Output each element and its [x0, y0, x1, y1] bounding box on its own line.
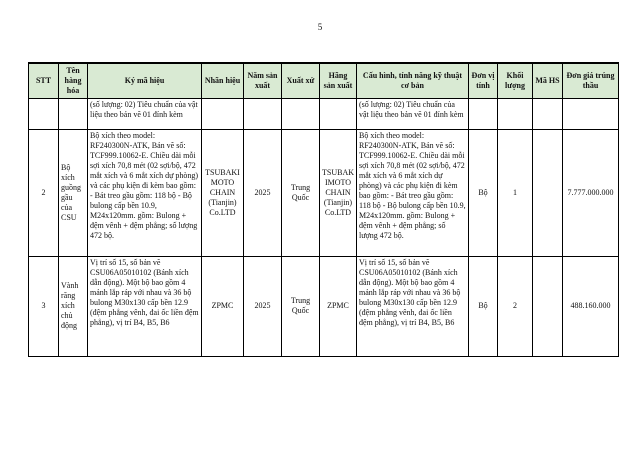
cell-don-gia: 488.160.000: [563, 256, 619, 356]
cell-ma-hs: [533, 129, 563, 256]
cell-don-vi-tinh: Bộ: [469, 256, 498, 356]
cell-nam-san-xuat: 2025: [244, 129, 282, 256]
cell-don-vi-tinh: Bộ: [469, 129, 498, 256]
cell-hang-san-xuat: [320, 98, 357, 129]
cell-xuat-xu: Trung Quốc: [282, 129, 320, 256]
column-header-cau-hinh: Cấu hình, tính năng kỹ thuật cơ bản: [357, 63, 469, 98]
column-header-stt: STT: [29, 63, 59, 98]
cell-nhan-hieu: ZPMC: [202, 256, 244, 356]
cell-ten-hang-hoa: Vành răng xích chủ động: [59, 256, 88, 356]
cell-don-gia: [563, 98, 619, 129]
cell-stt: 2: [29, 129, 59, 256]
column-header-don-vi-tinh: Đơn vị tính: [469, 63, 498, 98]
cell-xuat-xu: [282, 98, 320, 129]
column-header-nhan-hieu: Nhãn hiệu: [202, 63, 244, 98]
cell-nam-san-xuat: [244, 98, 282, 129]
column-header-don-gia-trung-thau: Đơn giá trúng thầu: [563, 63, 619, 98]
cell-cau-hinh: (số lượng: 02) Tiêu chuẩn của vật liệu theo bản vẽ 01 đính kèm: [357, 98, 469, 129]
cell-khoi-luong: 2: [498, 256, 533, 356]
cell-ma-hs: [533, 98, 563, 129]
cell-stt: [29, 98, 59, 129]
cell-ma-hs: [533, 256, 563, 356]
cell-hang-san-xuat: TSUBAKIMOTO CHAIN (Tianjin) Co.LTD: [320, 129, 357, 256]
cell-ten-hang-hoa: Bộ xích guồng gầu của CSU: [59, 129, 88, 256]
column-header-khoi-luong: Khối lượng: [498, 63, 533, 98]
cell-don-vi-tinh: [469, 98, 498, 129]
column-header-xuat-xu: Xuất xứ: [282, 63, 320, 98]
column-header-ten-hang-hoa: Tên hàng hóa: [59, 63, 88, 98]
column-header-nam-san-xuat: Năm sản xuất: [244, 63, 282, 98]
cell-nhan-hieu: TSUBAKIMOTO CHAIN (Tianjin) Co.LTD: [202, 129, 244, 256]
cell-don-gia: 7.777.000.000: [563, 129, 619, 256]
cell-cau-hinh: Bộ xích theo model: RF240300N-ATK, Bản vẽ số: TCF999.10062-E. Chiều dài mỗi sợi xích 70,8 mét (02 sợi/bộ, 472 mắt xích và 6 mắt xích dự phòng) và các phụ kiện đi kèm bao gồm: - Bát treo gầu gồm: 118 bộ - Bộ bulong cấp bền 10.9, M24x120mm. gồm: Bulong + đệm vênh + đệm phẳng; số lượng 472 bộ.: [357, 129, 469, 256]
column-header-hang-san-xuat: Hãng sản xuất: [320, 63, 357, 98]
cell-ky-ma-hieu: Bộ xích theo model: RF240300N-ATK, Bản vẽ số: TCF999.10062-E. Chiều dài mỗi sợi xích 70,8 mét (02 sợi/bộ, 472 mắt xích và 6 mắt xích dự phòng) và các phụ kiện đi kèm bao gồm: - Bát treo gầu gồm: 118 bộ - Bộ bulong cấp bền 10.9, M24x120mm. gồm: Bulong + đệm vênh + đệm phẳng; số lượng 472 bộ.: [88, 129, 202, 256]
table-row-item-3: [29, 256, 619, 356]
column-header-ky-ma-hieu: Ký mã hiệu: [88, 63, 202, 98]
cell-nhan-hieu: [202, 98, 244, 129]
table-row-item-2: [29, 129, 619, 256]
cell-cau-hinh: Vị trí số 15, số bản vẽ CSU06A05010102 (Bánh xích dẫn động). Một bộ bao gồm 4 mảnh lắp ráp với nhau và 36 bộ bulong M30x130 cấp bền 12.9 (đệm phẳng vênh, đai ốc liền đệm phẳng), vị trí B4, B5, B6: [357, 256, 469, 356]
header-row: [29, 63, 619, 98]
cell-ky-ma-hieu: (số lượng: 02) Tiêu chuẩn của vật liệu theo bản vẽ 01 đính kèm: [88, 98, 202, 129]
procurement-items-table: [28, 62, 619, 357]
cell-hang-san-xuat: ZPMC: [320, 256, 357, 356]
page-number: 5: [317, 22, 323, 32]
cell-khoi-luong: [498, 98, 533, 129]
table-row-continuation: [29, 98, 619, 129]
cell-ten-hang-hoa: [59, 98, 88, 129]
cell-nam-san-xuat: 2025: [244, 256, 282, 356]
cell-ky-ma-hieu: Vị trí số 15, số bản vẽ CSU06A05010102 (Bánh xích dẫn động). Một bộ bao gồm 4 mảnh lắp ráp với nhau và 36 bộ bulong M30x130 cấp bền 12.9 (đệm phẳng vênh, đai ốc liền đệm phẳng), vị trí B4, B5, B6: [88, 256, 202, 356]
cell-khoi-luong: 1: [498, 129, 533, 256]
cell-xuat-xu: Trung Quốc: [282, 256, 320, 356]
column-header-ma-hs: Mã HS: [533, 63, 563, 98]
cell-stt: 3: [29, 256, 59, 356]
